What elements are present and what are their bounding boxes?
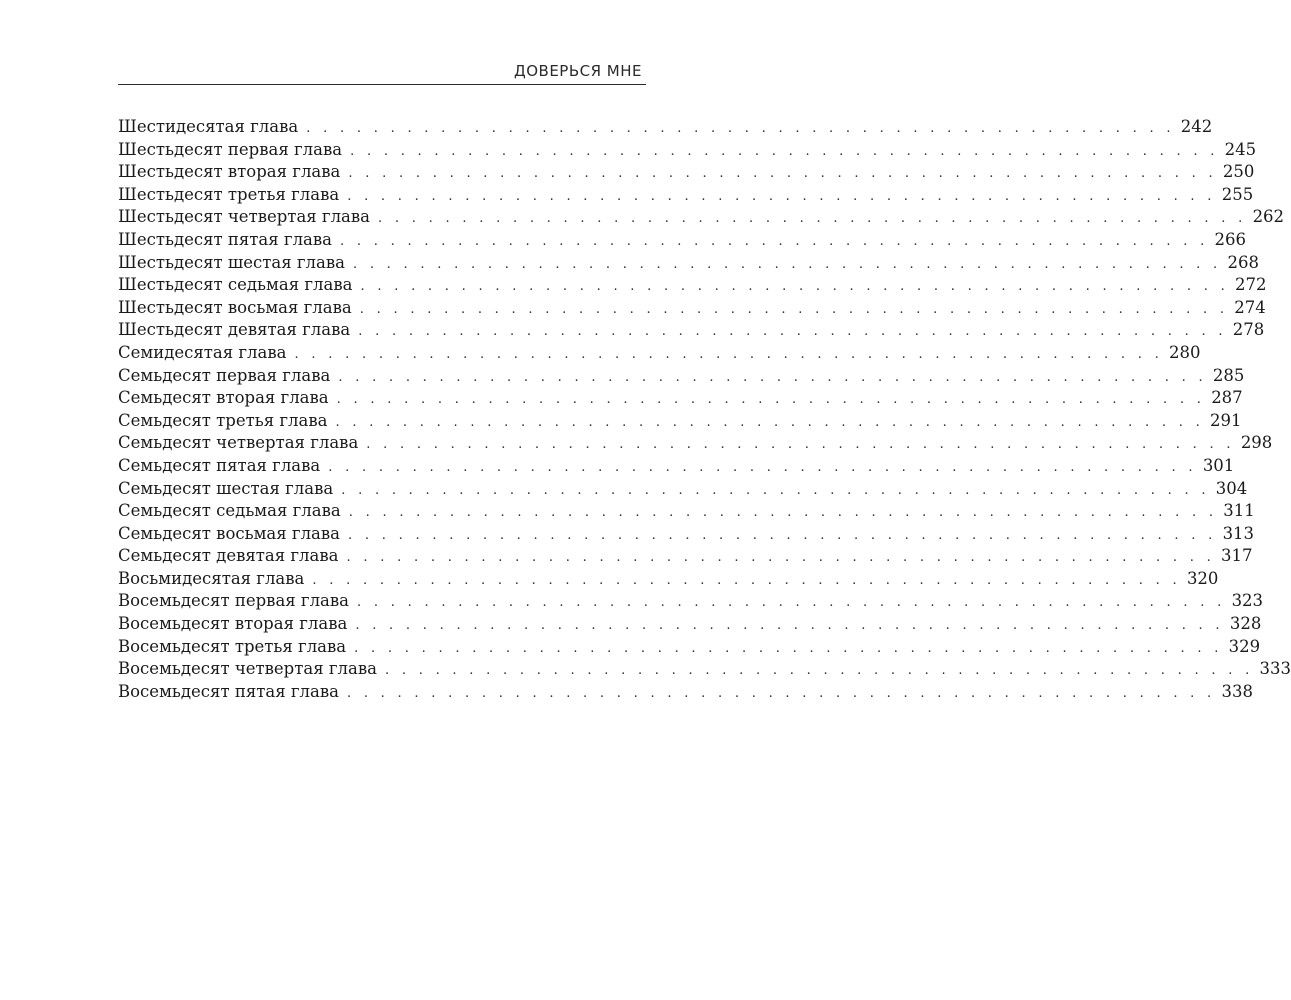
page-number: 329 <box>1228 636 1261 656</box>
chapter-title: Шестьдесят девятая глава <box>118 320 351 340</box>
toc-entry[interactable] <box>118 432 1273 455</box>
chapter-title: Восемьдесят четвертая глава <box>118 659 377 679</box>
page-number: 320 <box>1186 568 1219 588</box>
dot-leader: . . . . . . . . . . . . . . . . . . . . . . . . . . . . . . . . . . . . . . . . . . . . . . . . . . . . <box>350 143 1219 159</box>
toc-entry[interactable] <box>118 387 1243 410</box>
dot-leader: . . . . . . . . . . . . . . . . . . . . . . . . . . . . . . . . . . . . . . . . . . . . . . . . . . . . <box>358 324 1227 340</box>
toc-entry[interactable] <box>118 139 1257 162</box>
dot-leader: . . . . . . . . . . . . . . . . . . . . . . . . . . . . . . . . . . . . . . . . . . . . . . . . . . . . <box>312 572 1181 588</box>
chapter-title: Семьдесят седьмая глава <box>118 501 341 521</box>
book-title: ДОВЕРЬСЯ МНЕ <box>514 62 642 80</box>
toc-entry[interactable] <box>118 590 1264 613</box>
chapter-title: Семьдесят шестая глава <box>118 478 334 498</box>
chapter-title: Восьмидесятая глава <box>118 568 305 588</box>
page-number: 313 <box>1222 523 1255 543</box>
toc-entry[interactable] <box>118 274 1267 297</box>
dot-leader: . . . . . . . . . . . . . . . . . . . . . . . . . . . . . . . . . . . . . . . . . . . . . . . . . . . . <box>348 527 1217 543</box>
dot-leader: . . . . . . . . . . . . . . . . . . . . . . . . . . . . . . . . . . . . . . . . . . . . . . . . . . . . <box>340 233 1209 249</box>
chapter-title: Семьдесят восьмая глава <box>118 523 341 543</box>
toc-entry[interactable] <box>118 410 1242 433</box>
toc-entry[interactable] <box>118 161 1255 184</box>
dot-leader: . . . . . . . . . . . . . . . . . . . . . . . . . . . . . . . . . . . . . . . . . . . . . . . . . . . . <box>355 618 1224 634</box>
dot-leader: . . . . . . . . . . . . . . . . . . . . . . . . . . . . . . . . . . . . . . . . . . . . . . . . . . . . <box>360 279 1229 295</box>
dot-leader: . . . . . . . . . . . . . . . . . . . . . . . . . . . . . . . . . . . . . . . . . . . . . . . . . . . . <box>348 166 1217 182</box>
chapter-title: Шестьдесят шестая глава <box>118 252 345 272</box>
page-number: 255 <box>1221 184 1254 204</box>
page-number: 328 <box>1229 614 1262 634</box>
chapter-title: Семьдесят вторая глава <box>118 388 329 408</box>
page-number: 338 <box>1221 681 1253 701</box>
chapter-title: Восемьдесят первая глава <box>118 591 350 611</box>
dot-leader: . . . . . . . . . . . . . . . . . . . . . . . . . . . . . . . . . . . . . . . . . . . . . . . . . . . . <box>341 482 1210 498</box>
dot-leader: . . . . . . . . . . . . . . . . . . . . . . . . . . . . . . . . . . . . . . . . . . . . . . . . . . . . <box>378 211 1247 227</box>
toc-entry[interactable] <box>118 636 1261 659</box>
dot-leader: . . . . . . . . . . . . . . . . . . . . . . . . . . . . . . . . . . . . . . . . . . . . . . . . . . . . <box>352 256 1222 272</box>
toc-entry[interactable] <box>118 319 1265 342</box>
page-number: 262 <box>1252 207 1285 227</box>
toc-entry[interactable] <box>118 206 1285 229</box>
chapter-title: Семьдесят третья глава <box>118 410 328 430</box>
chapter-title: Восемьдесят вторая глава <box>118 614 348 634</box>
chapter-title: Семьдесят пятая глава <box>118 455 321 475</box>
dot-leader: . . . . . . . . . . . . . . . . . . . . . . . . . . . . . . . . . . . . . . . . . . . . . . . . . . . . <box>336 392 1206 408</box>
toc-entry[interactable] <box>118 229 1247 252</box>
chapter-title: Шестьдесят четвертая глава <box>118 207 371 227</box>
page-number: 278 <box>1232 320 1265 340</box>
page-number: 311 <box>1223 501 1255 521</box>
chapter-title: Семьдесят девятая глава <box>118 546 339 566</box>
page-number: 317 <box>1221 546 1253 566</box>
page-number: 274 <box>1234 297 1266 317</box>
dot-leader: . . . . . . . . . . . . . . . . . . . . . . . . . . . . . . . . . . . . . . . . . . . . . . . . . . . . <box>346 685 1216 701</box>
dot-leader: . . . . . . . . . . . . . . . . . . . . . . . . . . . . . . . . . . . . . . . . . . . . . . . . . . . . <box>338 369 1207 385</box>
chapter-title: Шестидесятая глава <box>118 117 299 136</box>
chapter-title: Семьдесят четвертая глава <box>118 433 359 453</box>
chapter-title: Семидесятая глава <box>118 342 287 362</box>
chapter-title: Восемьдесят пятая глава <box>118 681 339 701</box>
page-number: 280 <box>1169 342 1201 362</box>
dot-leader: . . . . . . . . . . . . . . . . . . . . . . . . . . . . . . . . . . . . . . . . . . . . . . . . . . . . <box>294 346 1164 362</box>
page-number: 245 <box>1224 139 1257 159</box>
toc-entry[interactable] <box>118 365 1245 388</box>
chapter-title: Восемьдесят третья глава <box>118 636 347 656</box>
dot-leader: . . . . . . . . . . . . . . . . . . . . . . . . . . . . . . . . . . . . . . . . . . . . . . . . . . . . <box>366 437 1235 453</box>
chapter-title: Шестьдесят седьмая глава <box>118 275 353 295</box>
dot-leader: . . . . . . . . . . . . . . . . . . . . . . . . . . . . . . . . . . . . . . . . . . . . . . . . . . . . <box>359 301 1229 317</box>
dot-leader: . . . . . . . . . . . . . . . . . . . . . . . . . . . . . . . . . . . . . . . . . . . . . . . . . . . . <box>328 459 1197 475</box>
toc-entry[interactable] <box>118 681 1253 704</box>
toc-entry[interactable] <box>118 297 1266 320</box>
page-number: 298 <box>1240 433 1273 453</box>
page-number: 291 <box>1210 410 1242 430</box>
toc-entry[interactable] <box>118 184 1254 207</box>
dot-leader: . . . . . . . . . . . . . . . . . . . . . . . . . . . . . . . . . . . . . . . . . . . . . . . . . . . . <box>348 505 1218 521</box>
dot-leader: . . . . . . . . . . . . . . . . . . . . . . . . . . . . . . . . . . . . . . . . . . . . . . . . . . . . <box>346 550 1216 566</box>
chapter-title: Шестьдесят вторая глава <box>118 162 341 182</box>
toc-entry[interactable] <box>118 455 1235 478</box>
toc-entry[interactable] <box>118 545 1253 568</box>
page-number: 333 <box>1259 659 1291 679</box>
page-number: 242 <box>1180 117 1213 136</box>
toc-entry[interactable] <box>118 658 1291 681</box>
dot-leader: . . . . . . . . . . . . . . . . . . . . . . . . . . . . . . . . . . . . . . . . . . . . . . . . . . . . <box>357 595 1226 611</box>
page-number: 287 <box>1211 388 1243 408</box>
page-number: 250 <box>1222 162 1255 182</box>
dot-leader: . . . . . . . . . . . . . . . . . . . . . . . . . . . . . . . . . . . . . . . . . . . . . . . . . . . . <box>384 663 1254 679</box>
page-number: 272 <box>1235 275 1267 295</box>
dot-leader: . . . . . . . . . . . . . . . . . . . . . . . . . . . . . . . . . . . . . . . . . . . . . . . . . . . . <box>306 121 1175 136</box>
dot-leader: . . . . . . . . . . . . . . . . . . . . . . . . . . . . . . . . . . . . . . . . . . . . . . . . . . . . <box>354 640 1223 656</box>
chapter-title: Шестьдесят третья глава <box>118 184 340 204</box>
dot-leader: . . . . . . . . . . . . . . . . . . . . . . . . . . . . . . . . . . . . . . . . . . . . . . . . . . . . <box>335 414 1204 430</box>
page-number: 304 <box>1215 478 1248 498</box>
chapter-title: Шестьдесят пятая глава <box>118 229 333 249</box>
toc-entry[interactable] <box>118 568 1219 591</box>
page-number: 268 <box>1227 252 1259 272</box>
dot-leader: . . . . . . . . . . . . . . . . . . . . . . . . . . . . . . . . . . . . . . . . . . . . . . . . . . . . <box>347 188 1216 204</box>
page-number: 323 <box>1231 591 1264 611</box>
toc-entry[interactable] <box>118 478 1248 501</box>
running-header <box>118 0 646 85</box>
toc-entry[interactable] <box>118 500 1255 523</box>
chapter-title: Шестьдесят восьмая глава <box>118 297 352 317</box>
toc-entry[interactable] <box>118 523 1255 546</box>
table-of-contents <box>118 116 1291 703</box>
page-number: 301 <box>1202 455 1235 475</box>
toc-entry[interactable] <box>118 252 1259 275</box>
chapter-title: Семьдесят первая глава <box>118 365 331 385</box>
page-number: 266 <box>1214 229 1247 249</box>
page-number: 285 <box>1212 365 1245 385</box>
toc-entry[interactable] <box>118 342 1201 365</box>
chapter-title: Шестьдесят первая глава <box>118 139 343 159</box>
toc-entry[interactable] <box>118 116 1213 139</box>
toc-entry[interactable] <box>118 613 1262 636</box>
